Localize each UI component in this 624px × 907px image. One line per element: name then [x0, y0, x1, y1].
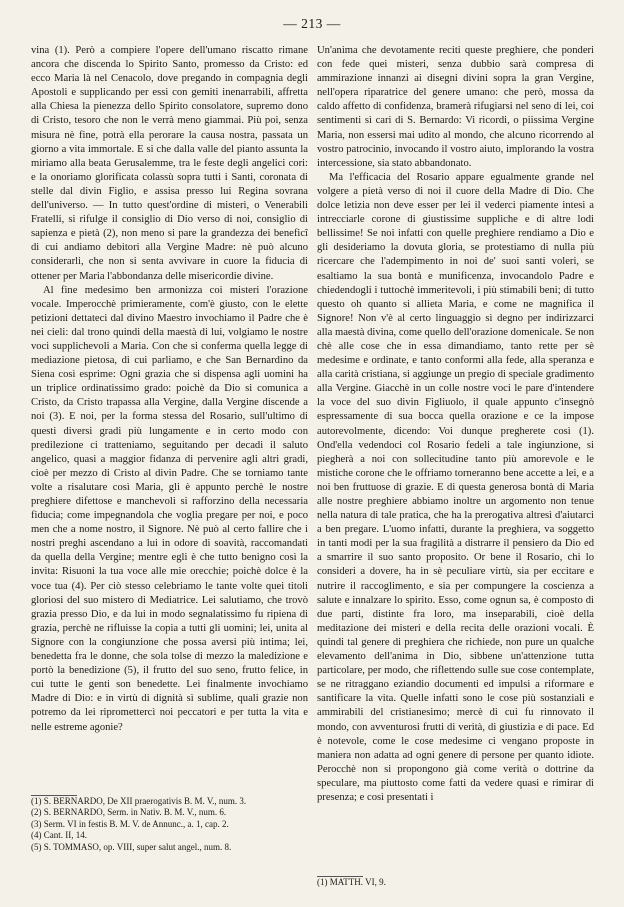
- footnote: (5) S. TOMMASO, op. VIII, super salut angel., num. 8.: [31, 841, 232, 852]
- footnote: (1) S. BERNARDO, De XII praerogativis B. M. V., num. 3.: [31, 796, 247, 806]
- left-column: [31, 44, 308, 735]
- page-number: — 213 —: [283, 16, 341, 31]
- footnote: (4) Cant. II, 14.: [31, 830, 87, 841]
- paragraph: Un'anima che devotamente reciti queste preghiere, che ponderi con fede quei misteri, senza dubbio sarà compresa di ammirazione innanzi ai disegni divini sopra la gran Vergine, nell'opera riparatrice del genere umano: che però, mossa da caldo affetto di confidenza, bramerà rifugiarsi nel seno di lei, coi sentimenti sì cari di S. Bernardo: Vi ricordi, o piissima Vergine Maria, non essersi mai udito al mondo, che alcuno ricorrendo al vostro patrocinio, invocando il vostro aiuto, implorando la vostra intercessione, sia stato abbandonato.: [317, 45, 594, 169]
- footnote: (1) MATTH. VI, 9.: [317, 877, 386, 887]
- right-column: [317, 44, 594, 805]
- footnote: (2) S. BERNARDO, Serm. in Nativ. B. M. V., num. 6.: [31, 807, 227, 818]
- paragraph: vina (1). Però a compiere l'opere dell'umano riscatto rimane ancora che discenda lo Spirito Santo, promesso da Cristo: ed ecco Maria là nel Cenacolo, dove pregando in compagnia degli Apostoli e supplicando per essi con gemiti inenarrabili, affretta alla Chiesa la pienezza dello Spirito consolatore, supremo dono di Cristo, tesoro che non le verrà meno giammai. Più poi, senza misura nè fine, potrà ella perorare la causa nostra, passata un giorno a vita immortale. E si che dalla valle del pianto assunta la miriamo alla beata Gerusalemme, tra le feste degli angelici cori: e la onoriamo glorificata colassù sopra tutti i Santi, coronata di stelle dal divin Figlio, e assisa presso lui Regina sovrana dell'universo. — In tutto quest'ordine di misteri, o Venerabili Fratelli, si rifulge il consiglio di Dio verso di noi, consiglio di sapienza e pietà (2), non meno si pare la grandezza dei beneficî di cui andiamo debitori alla Vergine Madre: nè può alcuno considerarli, che non si senta avvivare in cuore la fiducia di ottener per Maria l'abbondanza delle misericordie divine.: [31, 45, 308, 282]
- left-footnotes: [31, 795, 308, 853]
- right-footnotes: [317, 876, 594, 888]
- paragraph: Ma l'efficacia del Rosario appare egualmente grande nel volgere a pietà verso di noi il cuore della Madre di Dio. Che dolce letizia non deve esser per lei il vederci piamente intesi a intrecciarle corone di giustissime suppliche e di altre lodi bellissime! Se noi infatti con quelle preghiere rendiamo a Dio e gli desideriamo la dovuta gloria, se protestiamo di nulla più ricercare che l'adempimento in noi de' suoi santi voleri, se esaltiamo la sua bontà e munificenza, invocandolo Padre e chiedendogli i tuttochè immeritevoli, i più stimabili beni; di tutto questo oh quanto si allieta Maria, e come ne magnifica il Signore! Non v'è al certo linguaggio sì degno per indirizzarci alla maestà divina, come quello dell'orazione domenicale. Se non chè alle cose che in essa dimandiamo, tanto rette per sè medesime e ordinate, e tanto conformi alla fede, alla speranza e alla carità cristiana, si aggiunge un pregio di speciale gradimento alla Vergine. Giacchè in un colle nostre voci le pare d'intendere la voce del suo divin Figliuolo, il quale appunto c'insegnò espressamente di sua bocca quella orazione e ce la impose autorevolmente, dicendo: Voi dunque pregherete così (1). Ond'ella vedendoci col Rosario fedeli a tale ingiunzione, si piegherà a noi con sollecitudine tanto più amorevole e le mistiche corone che le offriamo torneranno bene accette a lei, e a noi ben fruttuose di grazie. E di questa generosa bontà di Maria alle nostre preghiere abbiamo inoltre un argomento non tenue nella natura di tale pratica, che ha la prerogativa altresì d'aiutarci a ben pregare. L'uomo infatti, durante la preghiera, va soggetto in tanti modi per la sua fragilità a distrarre il pensiero da Dio ed a smarrire il suo santo proposito. Or bene il Rosario, chi lo consideri a dovere, ha in sè peculiare virtù, sia per eccitare e nutrire il raccoglimento, e sia per compungere la coscienza a salute e innalzare lo spirito. Esso, come ognun sa, è composto di due parti, distinte fra loro, ma inseparabili, cioè della meditazione dei misteri e della recita delle orazioni vocali. È quindi tal genere di preghiera che richiede, non pure un qualche elevamento dell'anima in Dio, sibbene un'attenzione tutta particolare, per modo, che riflettendo sulle sue cose contemplate, se ne ritraggano eziandio documenti ed impulsi a riformare e santificare la vita. Quelle infatti sono le cose più sostanziali e ammirabili del cristianesimo; mercè di cui fu rinnovato il mondo, con avventurosi frutti di verità, di giustizia e di pace. Ed è notevole, come le cose medesime ci vengano proposte in maniera non adatta ad ogni genere di persone per quanto idiote. Perocchè non si propongono già come verità o dottrine da speculare, ma piuttosto come fatti da vedere quasi e rimirar di presenza; e così presentati i: [317, 171, 594, 803]
- paragraph: Al fine medesimo ben armonizza coi misteri l'orazione vocale. Imperocchè primieramente, com'è giusto, con le elette petizioni dettateci dal divino Maestro invochiamo il Padre che è nei cieli: dal trono quindi della maestà di lui, volgiamo le nostre voci supplichevoli a Maria. Con che si conferma quella legge di mediazione pietosa, di cui parliamo, e che San Bernardino da Siena così esprime: Ogni grazia che si dispensa agli uomini ha un triplice ordinatissimo grado: poichè da Dio si comunica a Cristo, da Cristo trapassa alla Vergine, dalla Vergine discende a noi (3). E noi, per la forma stessa del Rosario, sull'ultimo di questi diversi gradi più lungamente e in certo modo con predilezione ci tratteniamo, seguitando per decadi il saluto angelico, quasi a maggior fidanza di pervenire agli altri gradi, cioè per mezzo di Cristo al divin Padre. Che se torniamo tante volte a risalutare così Maria, gli è appunto perchè le nostre preghiere difettose e manchevoli si rafforzino della necessaria fiducia; come impegnandola che voglia pregare per noi, e poco men che a nome nostro, il Signore. Nè può al certo fallire che i nostri preghi ascendano a lui in odore di soavità, raccomandati da quella della Vergine; mentre egli è che tutto benigno così la invita: Risuoni la tua voce alle mie orecchie; poichè dolce è la voce tua (4). Per ciò stesso celebriamo le tante volte quei titoli gloriosi del suo mistero di Mediatrice. Lei salutiamo, che trovò grazia presso Dio, e da lui in modo segnalatissimo fu ripiena di grazia, perchè ne rifluisse la copia a tutti gli uomini; lei, unita al Signore con la congiunzione che possa aversi più intima; lei, benedetta fra le donne, che sola tolse di mezzo la maledizione e portò la benedizione (5), il frutto del suo seno, frutto felice, in cui tutte le genti son benedette. Lei finalmente invochiamo Madre di Dio: e in virtù di dignità sì sublime, quali grazie non potremo da lei ripromettercì noi peccatori e per tutta la vita e nelle estreme agonie?: [31, 284, 308, 733]
- footnote: (3) Serm. VI in festis B. M. V. de Annunc., a. 1, cap. 2.: [31, 818, 229, 829]
